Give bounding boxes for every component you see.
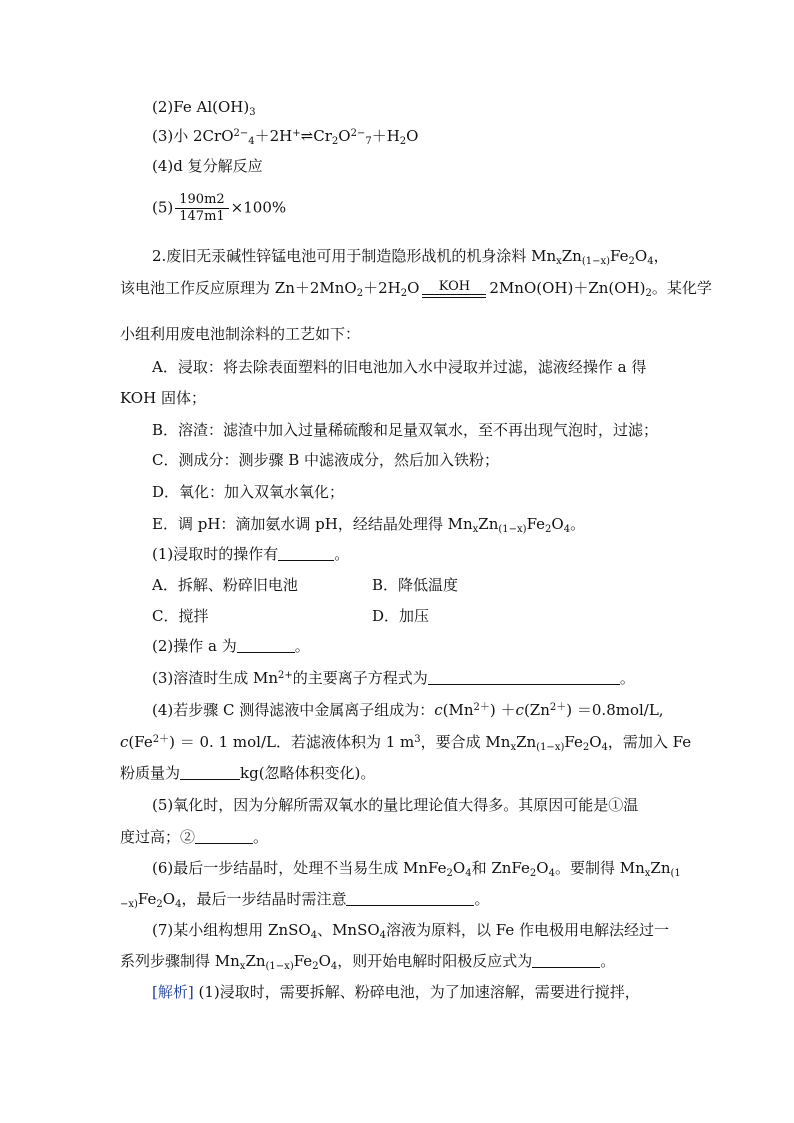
- subquestion-4-line-2: $c(Fe^{2+}) = 0$. 1 mol/L．若滤液体积为 1 $m^3$，要合成 $Mn_xZn_{(1-x)}Fe_2O_4$，需加入 Fe: [120, 733, 692, 753]
- fraction: $\frac{190m2}{147m1}$: [175, 192, 228, 225]
- answer-blank[interactable]: [346, 891, 474, 906]
- answer-blank[interactable]: [278, 546, 334, 561]
- subquestion-6-line-2: $_{-x)}Fe_2O_4$，最后一步结晶时需注意 。: [120, 890, 490, 910]
- option-a[interactable]: A．拆解、粉碎旧电池: [152, 576, 298, 594]
- step-c: C．测成分：测步骤 B 中滤液成分，然后加入铁粉；: [152, 451, 500, 469]
- subquestion-1: (1)浸取时的操作有 。: [152, 545, 350, 563]
- subquestion-4-line-1: (4)若步骤 C 测得滤液中金属离子组成为：$c(Mn^{2+}) +c(Zn^{2+}) =0.8mol/L$,: [152, 701, 664, 719]
- options-row-2: [152, 606, 552, 626]
- analysis-line: [解析] (1)浸取时，需要拆解、粉碎电池，为了加速溶解，需要进行搅拌，: [152, 983, 640, 1001]
- answer-line-2: (2)Fe $Al(OH)_3$: [152, 98, 256, 118]
- subquestion-4-line-3: 粉质量为 kg(忽略体积变化)。: [120, 764, 376, 782]
- step-a-line-1: A．浸取：将去除表面塑料的旧电池加入水中浸取并过滤，滤液经操作 a 得: [152, 358, 647, 376]
- option-c[interactable]: C．搅拌: [152, 607, 209, 625]
- option-d[interactable]: D．加压: [372, 607, 430, 625]
- step-b: B．溶渣：滤渣中加入过量稀硫酸和足量双氧水，至不再出现气泡时，过滤；: [152, 421, 659, 439]
- process-intro: 小组利用废电池制涂料的工艺如下：: [120, 325, 361, 343]
- answer-blank[interactable]: [428, 670, 620, 685]
- option-b[interactable]: B．降低温度: [372, 576, 459, 594]
- question-2-stem: 2.废旧无汞碱性锌锰电池可用于制造隐形战机的机身涂料 $Mn_xZn_{(1-x)}Fe_2O_4$，: [152, 247, 669, 267]
- options-row-1: [152, 575, 552, 595]
- subquestion-7-line-2: 系列步骤制得 $Mn_xZn_{(1-x)}Fe_2O_4$，则开始电解时阳极反应式为 。: [120, 952, 616, 972]
- answer-blank[interactable]: [180, 765, 240, 780]
- subquestion-5-line-1: (5)氧化时，因为分解所需双氧水的量比理论值大得多。其原因可能是①温: [152, 796, 639, 814]
- answer-blank[interactable]: [532, 953, 600, 968]
- step-d: D．氧化：加入双氧水氧化；: [152, 483, 345, 501]
- reaction-condition: KOH: [422, 280, 486, 298]
- answer-blank[interactable]: [237, 638, 295, 653]
- subquestion-6-line-1: (6)最后一步结晶时，处理不当易生成 $MnFe_2O_4$和 $ZnFe_2O_4$。要制得 $Mn_xZn_{(1}$: [152, 859, 681, 879]
- answer-line-5: (5) $\frac{190m2}{147m1}$ ×100%: [152, 192, 287, 224]
- subquestion-7-line-1: (7)某小组构想用 ZnSO$_4$、MnSO$_4$溶液为原料，以 Fe 作电极用电解法经过一: [152, 921, 670, 941]
- answer-line-3: (3)小 $2CrO^{2-}_4+2H^+\rightleftharpoons Cr_2O^{2-}_7+H_2O$: [152, 127, 419, 147]
- step-e: E．调 pH：滴加氨水调 pH，经结晶处理得 $Mn_xZn_{(1-x)}Fe_2O_4$。: [152, 515, 586, 535]
- reaction-line: 该电池工作反应原理为 $Zn+2MnO_2+2H_2O$ KOH $2MnO(OH)+Zn(OH)_2$。某化学: [120, 279, 712, 299]
- analysis-tag: [解析]: [152, 983, 194, 1001]
- answer-line-4: (4)d 复分解反应: [152, 157, 263, 175]
- subquestion-3: (3)溶渣时生成 $Mn^{2+}$的主要离子方程式为 。: [152, 669, 635, 687]
- subquestion-5-line-2: 度过高；② 。: [120, 828, 269, 846]
- step-a-line-2: KOH 固体；: [120, 389, 206, 407]
- subquestion-2: (2)操作 a 为 。: [152, 637, 310, 655]
- answer-blank[interactable]: [195, 829, 253, 844]
